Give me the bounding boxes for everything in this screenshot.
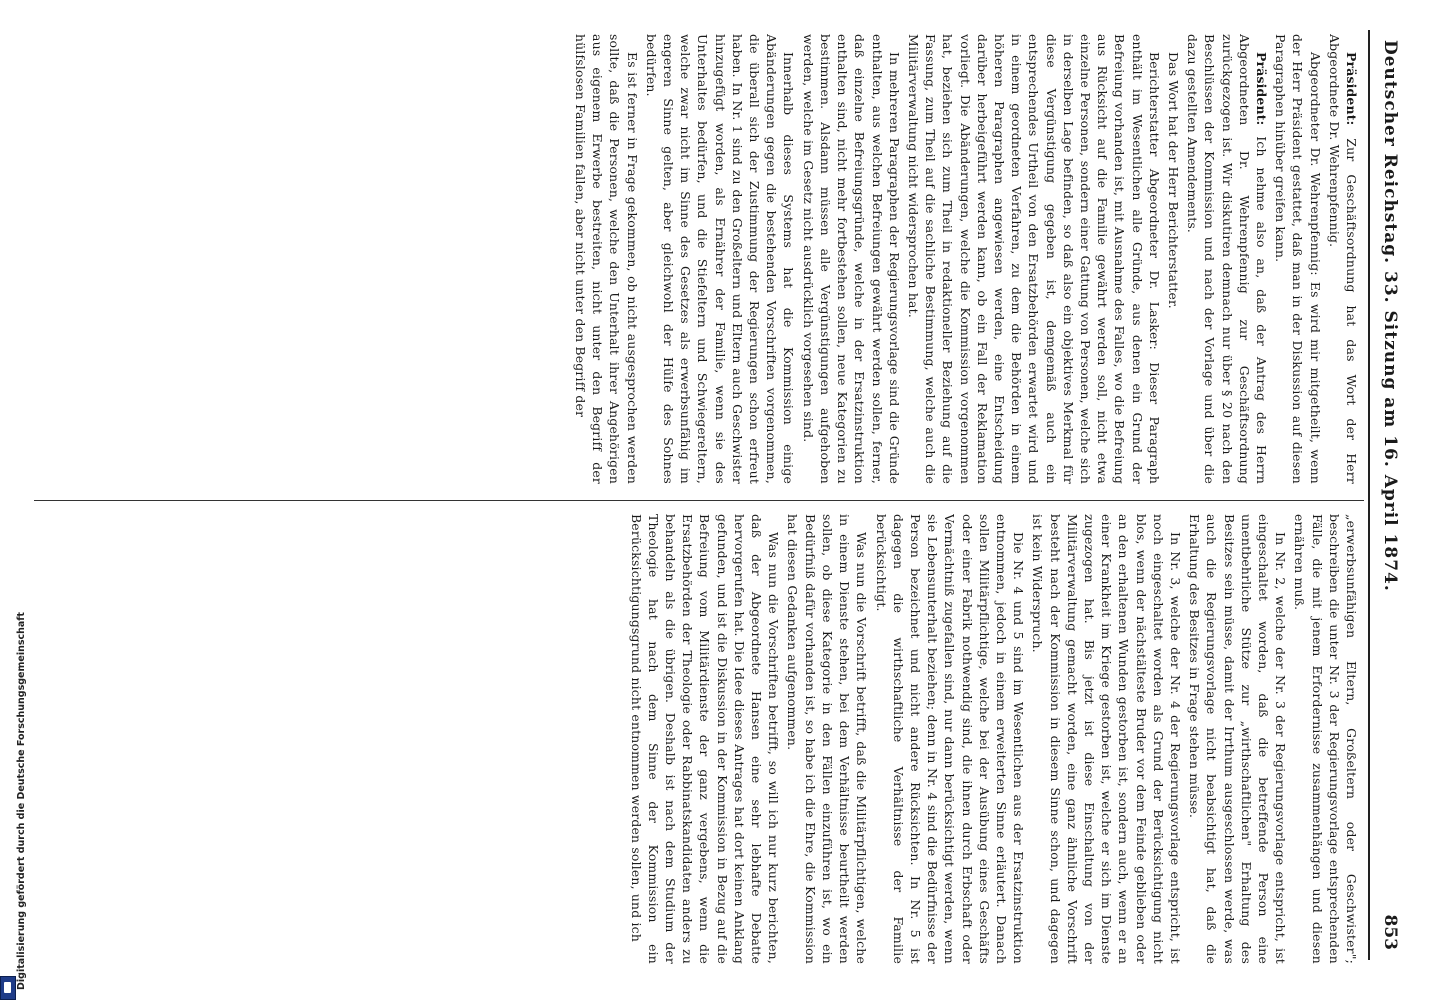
- paragraph-text: Innerhalb dieses Systems hat die Kommission einige Abänderungen gegen die bestehenden Vorschriften vorgenommen, die überall sich der Zustimmung der Regierungen schon erfreut haben. In Nr. 1 sind zu den Großeltern und Eltern auch Geschwister hinzugefügt worden, als Ernährer der Familie, wenn sie des Unterhaltes bedürfen, und die Stiefeltern und Schwiegereltern, welche zwar nicht im Sinne des Gesetzes als erwerbsunfähig im engeren Sinne gelten, aber gleichwohl der Hülfe des Sohnes bedürfen.: [643, 34, 797, 484]
- paragraph-text: „erwerbsunfähigen Eltern, Großeltern oder Geschwister"; beschreiben die unter Nr. 3 der Regierungsvorlage entsprechenden Fälle, die mit jenem Erfordernisse zusammenhängen und diesen ernähren muß.: [1292, 514, 1359, 964]
- paragraph: [1165, 34, 1182, 484]
- speaker-label: Präsident:: [1253, 52, 1269, 126]
- digitization-note-text: Digitalisierung gefördert durch die Deutsche Forschungsgemeinschaft: [16, 612, 27, 990]
- speaker-label: Präsident:: [1344, 52, 1359, 126]
- paragraph-text: Es ist ferner in Frage gekommen, ob nicht ausgesprochen werden sollte, daß die Personen, welche den Unterhalt ihrer Angehörigen aus eigenem Erwerbe bestreiten, nicht unter den Begriff der hülfslosen Familien fallen, aber nicht unter den Begriff der: [573, 34, 640, 484]
- dfg-logo-icon: [0, 976, 16, 1000]
- paragraph: [1184, 34, 1270, 484]
- paragraph-text: In Nr. 3, welche der Nr. 4 der Regierungsvorlage entspricht, ist noch eingeschaltet worden als Grund der Berücksichtigung nicht blos, wenn der nächstälteste Bruder vor dem Feinde geblieben oder an den erhaltenen Wunden gestorben ist, sondern auch, wenn er an einer Krankheit im Kriege gestorben ist, welche er sich im Dienste zugezogen hat. Bis jetzt ist diese Einschaltung von der Militärverwaltung gemacht worden, eine ganz ähnliche Vorschrift besteht nach der Kommission in diesem Sinne schon, und dagegen ist kein Widerspruch.: [1030, 514, 1183, 964]
- paragraph-text: Zur Geschäftsordnung hat das Wort der Herr Abgeordnete Dr. Wehrenpfennig.: [1326, 34, 1359, 484]
- page-header: [1374, 40, 1400, 950]
- paragraph: [572, 34, 641, 484]
- paragraph: [627, 514, 782, 964]
- paragraph: [784, 514, 870, 964]
- paragraph: [800, 34, 903, 484]
- digitization-note: [2, 600, 27, 1000]
- paragraph: [872, 514, 1027, 964]
- paragraph: [1272, 34, 1324, 484]
- paragraph-text: Abgeordneter Dr. Wehrenpfennig: Es wird mir mitgetheilt, wenn der Herr Präsident gestattet, daß man in der Diskussion auf diesen Paragraphen hinüber greifen kann.: [1273, 34, 1323, 484]
- paragraph: [1291, 514, 1360, 964]
- paragraph-text: In mehreren Paragraphen der Regierungsvorlage sind die Gründe enthalten, aus welchen Befreiungen gewährt werden sollen, ferner, daß einzelne Befreiungsgründe, welche in der Ersatzinstruktion enthalten sind, nicht mehr fortbestehen sollen, neue Kategorien zu bestimmen. Alsdann müssen alle Vergünstigungen aufgehoben werden, welche im Gesetz nicht ausdrücklich vorgesehen sind.: [800, 34, 902, 484]
- paragraph: [905, 34, 1163, 484]
- paragraph: [643, 34, 798, 484]
- paragraph-text: In Nr. 2, welche der Nr. 3 der Regierungsvorlage entspricht, ist eingeschaltet worden, daß die betreffende Person eine unentbehrliche Stütze zur „wirthschaftlichen" Erhaltung des Besitzes sein müsse, damit der Irrthum ausgeschlossen werde, was auch die Regierungsvorlage nicht beabsichtigt hat, daß die Erhaltung des Besitzes in Frage stehen müsse.: [1187, 514, 1289, 964]
- paragraph: [1029, 514, 1184, 964]
- paragraph-text: Ich nehme also an, daß der Antrag des Herrn Abgeordneten Dr. Wehrenpfennig zur Geschäftsordnung zurückgezogen ist. Wir diskutiren demnach nur über § 20 nach den Beschlüssen der Kommission und nach der Vorlage und über die dazu gestellten Amendements.: [1185, 34, 1269, 484]
- paragraph: [1186, 514, 1289, 964]
- right-column: [40, 514, 1360, 964]
- paragraph-text: Die Nr. 4 und 5 sind im Wesentlichen aus der Ersatzinstruktion entnommen, jedoch in einem erweiterten Sinne erläutert. Danach sollen Militärpflichtige, welche bei der Ausübung eines Geschäfts oder einer Fabrik nothwendig sind, die ihnen durch Erbschaft oder Vermächtniß zugefallen sind, nur dann berücksichtigt werden, wenn sie Lebensunterhalt beziehen; denn in Nr. 4 sind die Bedürfnisse der Person bezeichnet und nicht andere Rücksichten. In Nr. 5 ist dagegen die wirthschaftliche Verhältnisse der Familie berücksichtigt.: [873, 514, 1027, 964]
- paragraph-text: Was nun die Vorschrift betrifft, daß die Militärpflichtigen, welche in einem Dienste stehen, bei dem Verhältnisse beurtheilt werden sollen, ob diese Kategorie in den Fällen einzuführen ist, wo ein Bedürfniß dafür vorhanden ist, so habe ich die Ehre, die Kommission hat diesen Gedanken aufgenommen.: [785, 514, 870, 964]
- page-header-title: Deutscher Reichstag. 33. Sitzung am 16. April 1874.: [1380, 40, 1400, 592]
- left-column: [40, 34, 1360, 484]
- paragraph-text: Das Wort hat der Herr Berichterstatter.: [1165, 52, 1181, 309]
- paragraph: [1326, 34, 1360, 484]
- header-rule: [1368, 30, 1370, 960]
- paragraph-text: Berichterstatter Abgeordneter Dr. Lasker: Dieser Paragraph enthält im Wesentlichen alle Gründe, aus denen ein Grund der Befreiung vorhanden ist, mit Ausnahme des Falles, wo die Befreiung aus Rücksicht auf die Familie gewährt werden soll, nicht etwa einzelne Personen, sondern einer Gattung von Personen, welche sich in derselben Lage befinden, so daß also ein objektives Merkmal für diese Vergünstigung gegeben ist, demgemäß auch ein entsprechendes Urtheil von den Ersatzbehörden erwartet wird und in einem geordneten Verfahren, zu dem die Behörden in einem höheren Paragraphen angewiesen werden, eine Entscheidung darüber herbeigeführt werden kann, ob ein Fall der Reklamation vorliegt. Die Abänderungen, welche die Kommission vorgenommen hat, beziehen sich zum Theil in redaktioneller Beziehung auf die Fassung, zum Theil auf die sachliche Bestimmung, welche auch die Militärverwaltung nicht widersprochen hat.: [905, 34, 1162, 484]
- paragraph-text: Was nun die Vorschriften betrifft, so will ich nur kurz berichten, daß der Abgeordnete Hansen eine sehr lebhafte Debatte hervorgerufen hat. Die Idee dieses Antrages hat dort keinen Anklang gefunden, und ist die Diskussion in der Kommission in Bezug auf die Befreiung vom Militärdienste der ganz vergebens, wenn die Ersatzbehörden der Theologie oder Rabbinatskandidaten anders zu behandeln als die übrigen. Deshalb ist nach dem Studium der Theologie hat nach dem Sinne der Kommission ein Berücksichtigungsgrund nicht entnommen werden sollen, und ich: [628, 514, 782, 964]
- rotated-page-content: [24, 20, 1404, 980]
- page-number: 853: [1380, 914, 1400, 950]
- column-divider: [34, 500, 1364, 501]
